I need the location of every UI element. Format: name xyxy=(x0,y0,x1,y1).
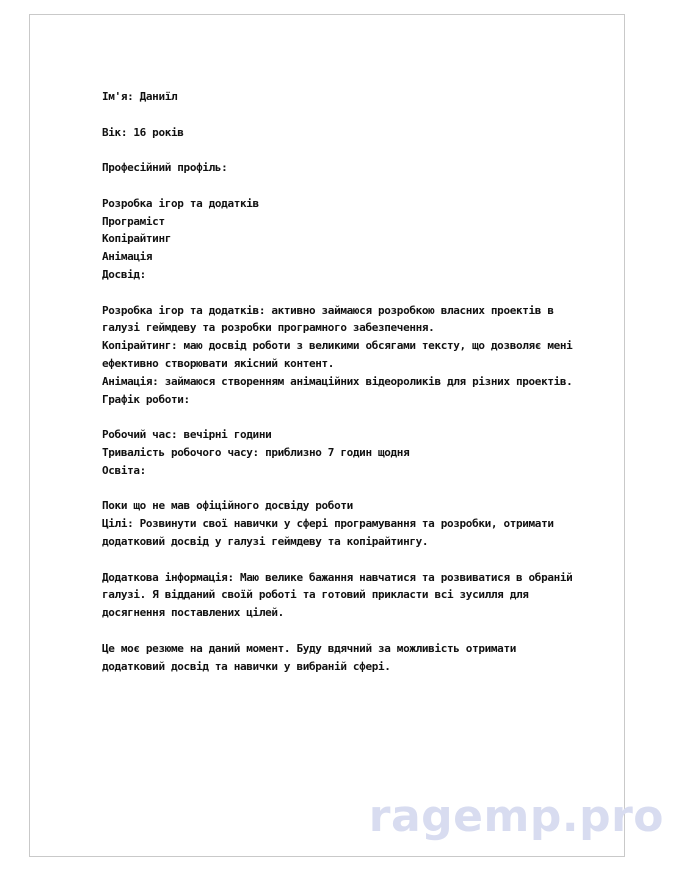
education-line: додатковий досвід у галузі геймдеву та копірайтингу. xyxy=(102,534,429,548)
closing-line: Це моє резюме на даний момент. Буду вдячний за можливість отримати xyxy=(102,641,516,655)
profile-item: Анімація xyxy=(102,250,153,264)
age-line: Вік: 16 років xyxy=(102,125,184,139)
education-line: Поки що не мав офіційного досвіду роботи xyxy=(102,499,353,513)
education-heading: Освіта: xyxy=(102,463,146,477)
experience-line: Розробка ігор та додатків: активно займаюся розробкою власних проектів в xyxy=(102,303,554,317)
additional-info-line: галузі. Я відданий своїй роботі та готовий прикласти всі зусилля для xyxy=(102,588,529,602)
document-page xyxy=(29,14,625,857)
resume-text xyxy=(102,88,582,675)
profile-heading: Професійний профіль: xyxy=(102,161,228,175)
name-line: Ім'я: Даниїл xyxy=(102,90,178,103)
schedule-line: Тривалість робочого часу: приблизно 7 годин щодня xyxy=(102,445,410,459)
experience-heading: Досвід: xyxy=(102,267,146,281)
experience-line: Копірайтинг: маю досвід роботи з великими обсягами тексту, що дозволяє мені xyxy=(102,339,573,353)
education-line: Цілі: Розвинути свої навички у сфері програмування та розробки, отримати xyxy=(102,517,554,531)
experience-line: ефективно створювати якісний контент. xyxy=(102,356,335,370)
watermark-logo: ragemp.pro xyxy=(368,791,664,842)
schedule-heading: Графік роботи: xyxy=(102,392,190,406)
experience-line: галузі геймдеву та розробки програмного забезпечення. xyxy=(102,321,435,335)
profile-item: Розробка ігор та додатків xyxy=(102,196,259,210)
schedule-line: Робочий час: вечірні години xyxy=(102,428,272,442)
profile-item: Програміст xyxy=(102,214,165,228)
experience-line: Анімація: займаюся створенням анімаційних відеороликів для різних проектів. xyxy=(102,374,573,388)
profile-item: Копірайтинг xyxy=(102,232,171,246)
additional-info-line: досягнення поставлених цілей. xyxy=(102,606,284,620)
additional-info-line: Додаткова інформація: Маю велике бажання навчатися та розвиватися в обраній xyxy=(102,570,573,584)
closing-line: додатковий досвід та навички у вибраній сфері. xyxy=(102,659,391,673)
